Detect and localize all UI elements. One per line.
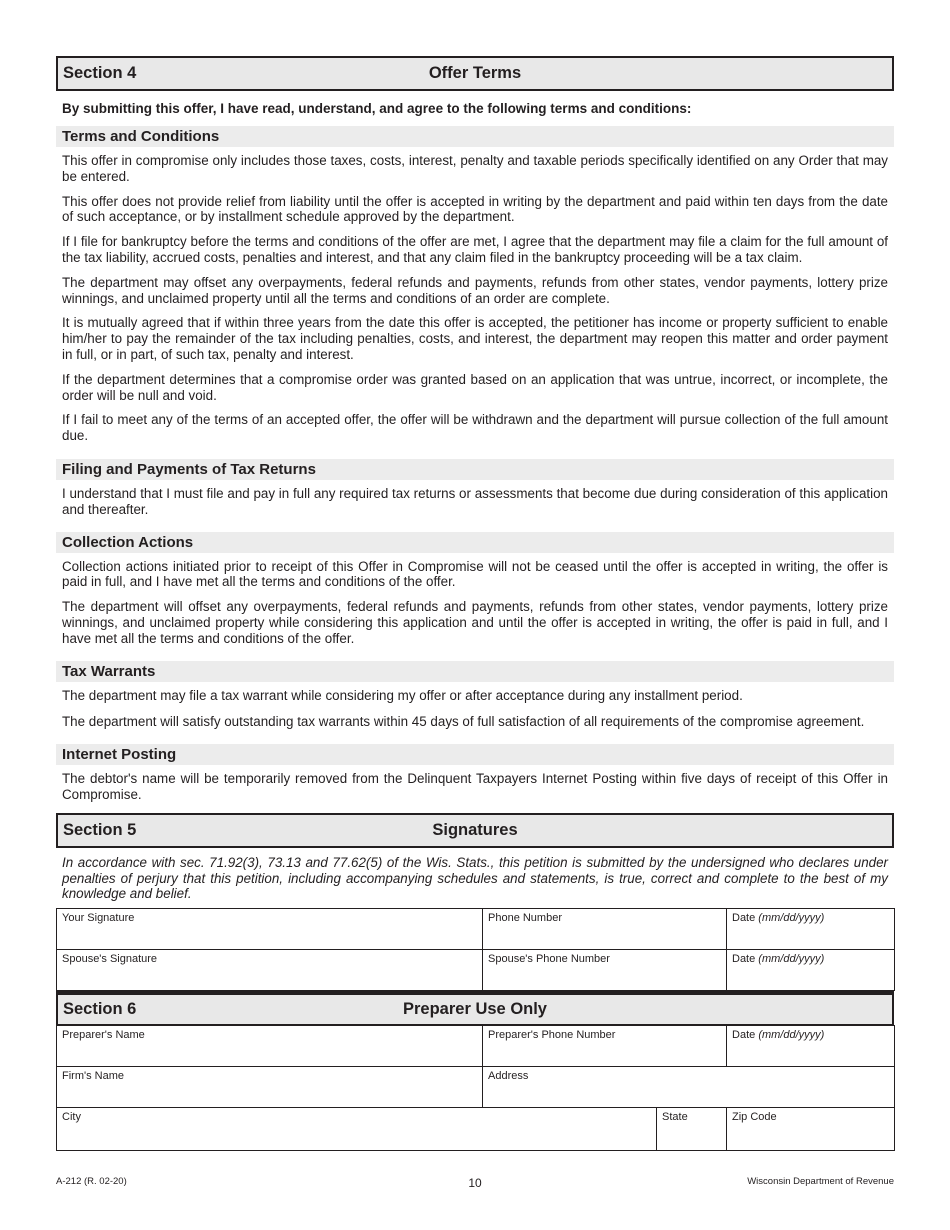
field-label: Preparer's Name xyxy=(62,1029,145,1042)
perjury-statement: In accordance with sec. 71.92(3), 73.13 and 77.62(5) of the Wis. Stats., this petition is submitted by the undersigned who declares under penalties of perjury that this petition, including accompanying schedules and statements, is true, correct and complete to the best of my knowledge and belief. xyxy=(62,854,888,902)
preparer-name-field[interactable] xyxy=(57,1026,483,1067)
section-title: Preparer Use Only xyxy=(403,1000,547,1019)
date-format-hint: (mm/dd/yyyy) xyxy=(758,912,825,925)
posting-paragraph: The debtor's name will be temporarily removed from the Delinquent Taxpayers Internet Posting within five days of receipt of this Offer in Compromise. xyxy=(62,771,888,802)
field-label: Date xyxy=(732,1029,759,1042)
spouse-signature-field[interactable] xyxy=(57,950,483,991)
field-label: Zip Code xyxy=(732,1111,777,1124)
preparer-date-field[interactable] xyxy=(727,1026,895,1067)
field-label: City xyxy=(62,1111,81,1124)
phone-number-field[interactable] xyxy=(483,909,727,950)
field-label: Firm's Name xyxy=(62,1070,124,1083)
date-format-hint: (mm/dd/yyyy) xyxy=(758,953,825,966)
field-label: Spouse's Phone Number xyxy=(488,953,610,966)
filing-heading: Filing and Payments of Tax Returns xyxy=(56,459,894,480)
spouse-phone-field[interactable] xyxy=(483,950,727,991)
warrants-heading: Tax Warrants xyxy=(56,661,894,682)
section-6-header xyxy=(56,991,894,1026)
zip-code-field[interactable] xyxy=(727,1108,895,1151)
warrants-paragraph: The department may file a tax warrant while considering my offer or after acceptance during any installment period. xyxy=(62,687,743,703)
collection-heading: Collection Actions xyxy=(56,532,894,553)
signature-table xyxy=(56,908,895,991)
section-number: Section 6 xyxy=(63,1000,137,1019)
field-label: Address xyxy=(488,1070,529,1083)
address-field[interactable] xyxy=(483,1067,895,1108)
terms-paragraph: This offer does not provide relief from liability until the offer is accepted in writing by the department and paid within ten days from the date of such acceptance, or by installment schedule approved by the department. xyxy=(62,193,888,225)
date-format-hint: (mm/dd/yyyy) xyxy=(758,1029,825,1042)
collection-paragraph: Collection actions initiated prior to receipt of this Offer in Compromise will not be ceased until the offer is accepted in writing, the offer is paid in full, and I have met all the terms and conditions of the offer. xyxy=(62,558,888,590)
section-number: Section 5 xyxy=(63,820,137,839)
section-5-header xyxy=(56,813,894,848)
page-footer xyxy=(56,1176,894,1190)
field-label: Spouse's Signature xyxy=(62,953,158,966)
section-4-header xyxy=(56,56,894,91)
spouse-date-field[interactable] xyxy=(727,950,895,991)
terms-paragraph: If the department determines that a compromise order was granted based on an application that was untrue, incorrect, or incomplete, the order will be null and void. xyxy=(62,371,888,403)
field-label: Date xyxy=(732,912,759,925)
page-number: 10 xyxy=(468,1176,482,1190)
terms-paragraph: It is mutually agreed that if within three years from the date this offer is accepted, the petitioner has income or property sufficient to enable him/her to pay the remainder of the tax including penalties, costs, and interest, the department may reopen this matter and order payment in full, or in part, of such tax, penalty and interest. xyxy=(62,315,888,362)
posting-heading: Internet Posting xyxy=(56,744,894,765)
field-label: Date xyxy=(732,953,759,966)
preparer-phone-field[interactable] xyxy=(483,1026,727,1067)
offer-terms-intro: By submitting this offer, I have read, understand, and agree to the following terms and conditions: xyxy=(62,101,692,116)
form-id: A-212 (R. 02-20) xyxy=(56,1176,127,1187)
firm-name-field[interactable] xyxy=(57,1067,483,1108)
your-signature-field[interactable] xyxy=(57,909,483,950)
terms-paragraph: The department may offset any overpayments, federal refunds and payments, refunds from other states, vendor payments, lottery prize winnings, and unclaimed property until all the terms and conditions of an order are complete. xyxy=(62,274,888,306)
section-number: Section 4 xyxy=(63,64,137,82)
warrants-paragraph: The department will satisfy outstanding tax warrants within 45 days of full satisfaction of all requirements of the compromise agreement. xyxy=(62,714,865,730)
terms-paragraph: This offer in compromise only includes those taxes, costs, interest, penalty and taxable periods specifically identified on any Order that may be entered. xyxy=(62,153,888,184)
section-title: Offer Terms xyxy=(428,64,522,82)
preparer-table xyxy=(56,1025,895,1151)
terms-paragraph: If I fail to meet any of the terms of an accepted offer, the offer will be withdrawn and the department will pursue collection of the full amount due. xyxy=(62,412,888,444)
agency-name: Wisconsin Department of Revenue xyxy=(747,1176,894,1187)
filing-paragraph: I understand that I must file and pay in full any required tax returns or assessments that become due during consideration of this application and thereafter. xyxy=(62,485,888,517)
field-label: Preparer's Phone Number xyxy=(488,1029,616,1042)
terms-heading: Terms and Conditions xyxy=(56,126,894,147)
field-label: Your Signature xyxy=(62,912,135,925)
terms-paragraph: If I file for bankruptcy before the terms and conditions of the offer are met, I agree that the department may file a claim for the full amount of the tax liability, accrued costs, penalties and interest, and that any claim filed in the bankruptcy proceeding will be a tax claim. xyxy=(62,234,888,265)
state-field[interactable] xyxy=(657,1108,727,1151)
form-page xyxy=(56,56,894,1151)
section-title: Signatures xyxy=(432,820,518,839)
city-field[interactable] xyxy=(57,1108,657,1151)
signature-date-field[interactable] xyxy=(727,909,895,950)
field-label: State xyxy=(662,1111,688,1124)
field-label: Phone Number xyxy=(488,912,562,925)
collection-paragraph: The department will offset any overpayments, federal refunds and payments, refunds from other states, vendor payments, lottery prize winnings, and unclaimed property while considering this application and until the offer is accepted in writing, the offer is paid in full, and I have met all the terms and conditions of the offer. xyxy=(62,599,888,646)
